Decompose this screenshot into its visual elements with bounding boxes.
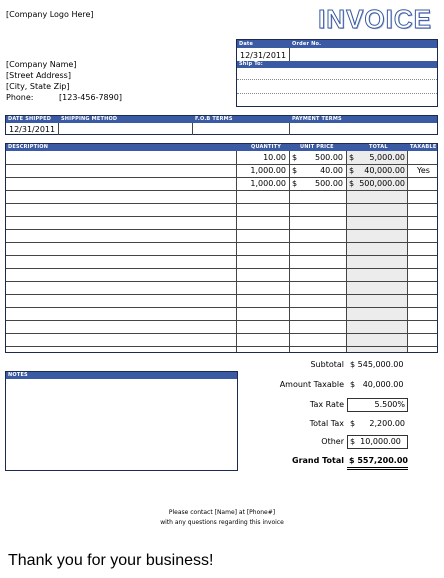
shipping-divider [192, 123, 193, 135]
date-shipto-box [236, 39, 438, 107]
date-order-header [237, 40, 437, 48]
company-logo-placeholder: [Company Logo Here] [6, 10, 94, 19]
contact-line-2: with any questions regarding this invoice [160, 519, 284, 526]
tax-rate-label: Tax Rate [309, 400, 344, 409]
grand-total-underline [347, 469, 408, 470]
table-row-line [6, 255, 437, 256]
table-row-line [6, 190, 437, 191]
date-order-divider [289, 48, 290, 61]
column-divider [236, 151, 237, 352]
ship-to-line [237, 93, 437, 94]
date-shipped-field[interactable]: 12/31/2011 [9, 125, 56, 134]
quantity-header: QUANTITY [251, 144, 282, 150]
table-row-line [6, 320, 437, 321]
grand-total-underline [347, 467, 408, 468]
table-row-line [6, 346, 437, 347]
company-name: [Company Name] [6, 60, 77, 69]
row2-quantity[interactable]: 1,000.00 [250, 166, 286, 175]
other-value[interactable]: $ 10,000.00 [350, 437, 401, 446]
row3-unit-price[interactable]: 500.00 [315, 179, 343, 188]
shipping-divider [289, 123, 290, 135]
taxable-header: TAXABLE [410, 144, 437, 150]
grand-total-label: Grand Total [292, 456, 344, 465]
table-row-line [6, 216, 437, 217]
shipping-method-label: SHIPPING METHOD [61, 116, 118, 122]
row2-taxable[interactable]: Yes [417, 166, 430, 175]
thank-you-message: Thank you for your business! [8, 552, 214, 569]
row2-total: 40,000.00 [364, 166, 405, 175]
phone-row [6, 92, 122, 103]
total-header: TOTAL [369, 144, 388, 150]
total-tax-label: Total Tax [309, 419, 344, 428]
notes-box[interactable] [5, 371, 238, 471]
row2-total-currency: $ [349, 166, 355, 175]
row3-quantity[interactable]: 1,000.00 [250, 179, 286, 188]
amount-taxable-label: Amount Taxable [279, 380, 344, 389]
row2-unit-price[interactable]: 40.00 [320, 166, 343, 175]
row3-total-currency: $ [349, 179, 355, 188]
table-row-line [6, 268, 437, 269]
table-row-line [6, 333, 437, 334]
street-address: [Street Address] [6, 71, 71, 80]
phone-label: Phone: [6, 93, 34, 102]
shipping-divider [58, 123, 59, 135]
other-label: Other [321, 437, 344, 446]
table-row-line [6, 242, 437, 243]
row1-unit-price[interactable]: 500.00 [315, 153, 343, 162]
column-divider [407, 151, 408, 352]
ship-to-line [237, 79, 437, 80]
table-row-line [6, 294, 437, 295]
unit-price-header: UNIT PRICE [300, 144, 334, 150]
notes-header [6, 372, 237, 379]
subtotal-label: Subtotal [310, 360, 344, 369]
table-row-line [6, 229, 437, 230]
total-tax-currency: $ [350, 419, 356, 428]
table-row-line [6, 203, 437, 204]
column-divider [346, 151, 347, 352]
row1-quantity[interactable]: 10.00 [263, 153, 286, 162]
total-tax-value: 2,200.00 [369, 419, 405, 428]
amount-taxable-value: $ 40,000.00 [350, 380, 404, 389]
ship-to-header [237, 61, 437, 68]
grand-total-value: $ 557,200.00 [349, 456, 408, 465]
company-info [6, 59, 122, 103]
phone-value: [123-456-7890] [59, 93, 122, 102]
date-field[interactable]: 12/31/2011 [240, 51, 287, 60]
payment-terms-label: PAYMENT TERMS [292, 116, 342, 122]
row1-unit-currency: $ [292, 153, 298, 162]
fob-terms-label: F.O.B TERMS [195, 116, 233, 122]
table-row-line [6, 307, 437, 308]
table-row-line [6, 177, 437, 178]
city-state-zip: [City, State Zip] [6, 82, 70, 91]
row1-total: 5,000.00 [369, 153, 405, 162]
row2-unit-currency: $ [292, 166, 298, 175]
date-shipped-label: DATE SHIPPED [8, 116, 52, 122]
contact-line-1: Please contact [Name] at [Phone#] [168, 509, 276, 516]
invoice-title: INVOICE [318, 4, 432, 34]
table-row-line [6, 281, 437, 282]
row3-unit-currency: $ [292, 179, 298, 188]
contact-note [0, 508, 444, 528]
column-divider [289, 151, 290, 352]
description-header: DESCRIPTION [8, 144, 49, 150]
row3-total: 500,000.00 [359, 179, 405, 188]
tax-rate-value[interactable]: 5.500% [374, 400, 405, 409]
order-no-label: Order No. [292, 41, 322, 47]
table-row-line [6, 164, 437, 165]
row1-total-currency: $ [349, 153, 355, 162]
subtotal-value: $ 545,000.00 [350, 360, 404, 369]
ship-to-label: Ship To: [239, 61, 263, 67]
date-label: Date [239, 41, 254, 47]
notes-label: NOTES [8, 372, 28, 378]
